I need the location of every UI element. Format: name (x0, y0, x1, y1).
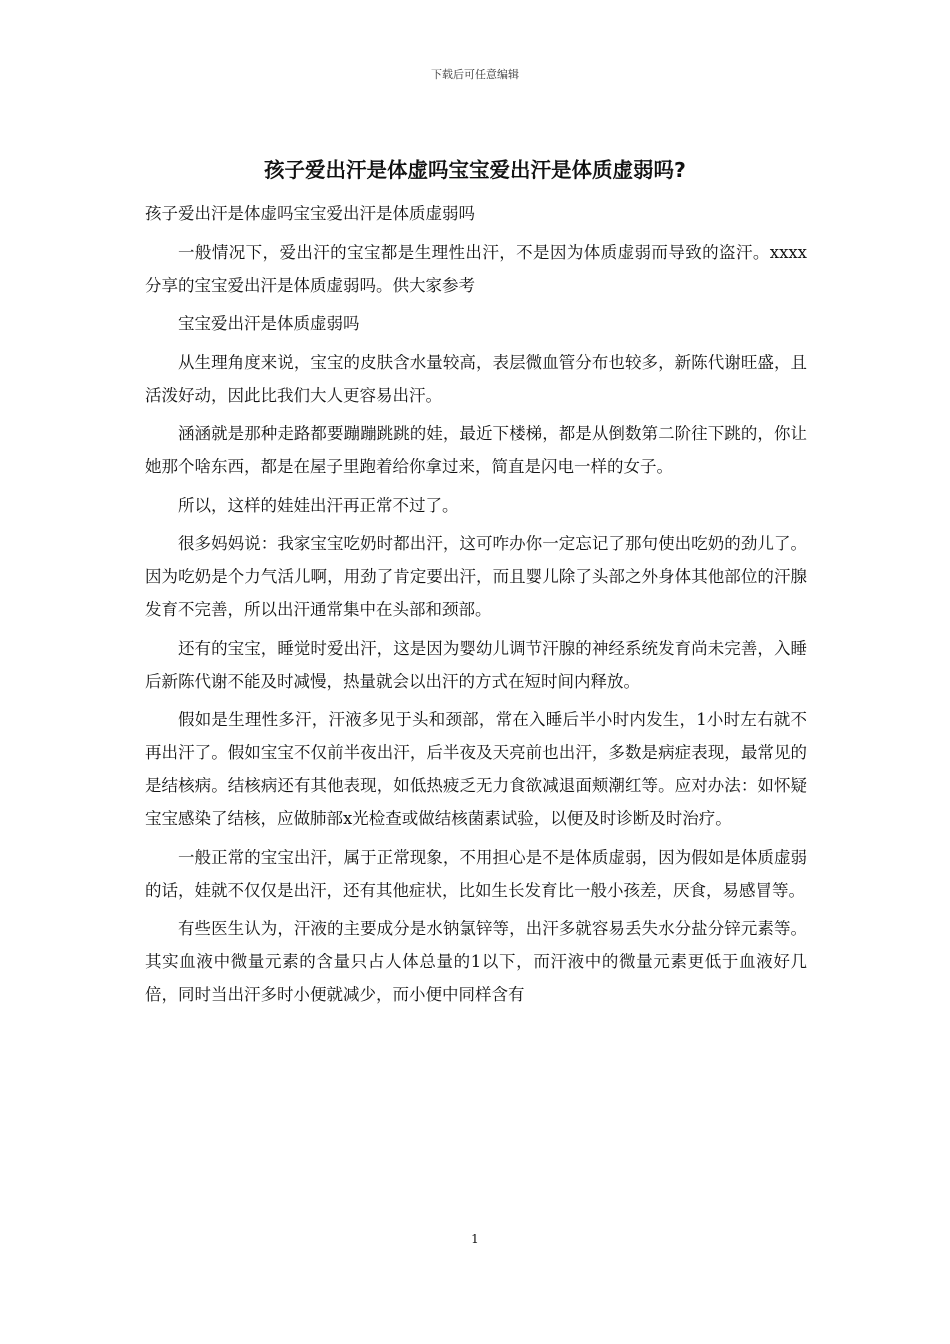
paragraph: 还有的宝宝，睡觉时爱出汗，这是因为婴幼儿调节汗腺的神经系统发育尚未完善，入睡后新陈代谢不能及时减慢，热量就会以出汗的方式在短时间内释放。 (145, 638, 807, 691)
paragraph: 从生理角度来说，宝宝的皮肤含水量较高，表层微血管分布也较多，新陈代谢旺盛，且活泼好动，因此比我们大人更容易出汗。 (145, 352, 807, 405)
paragraph: 假如是生理性多汗，汗液多见于头和颈部，常在入睡后半小时内发生，1小时左右就不再出汗了。假如宝宝不仅前半夜出汗，后半夜及天亮前也出汗，多数是病症表现，最常见的是结核病。结核病还有其他表现，如低热疲乏无力食欲减退面颊潮红等。应对办法：如怀疑宝宝感染了结核，应做肺部x光检查或做结核菌素试验，以便及时诊断及时治疗。 (145, 710, 807, 828)
document-body (145, 197, 807, 1017)
paragraph: 宝宝爱出汗是体质虚弱吗 (178, 314, 360, 333)
paragraph: 有些医生认为，汗液的主要成分是水钠氯锌等，出汗多就容易丢失水分盐分锌元素等。其实血液中微量元素的含量只占人体总量的1以下，而汗液中的微量元素更低于血液好几倍，同时当出汗多时小便就减少，而小便中同样含有 (145, 919, 807, 1004)
page-number: 1 (471, 1232, 479, 1246)
paragraph: 一般情况下，爱出汗的宝宝都是生理性出汗，不是因为体质虚弱而导致的盗汗。xxxx分享的宝宝爱出汗是体质虚弱吗。供大家参考 (145, 242, 807, 295)
paragraph: 一般正常的宝宝出汗，属于正常现象，不用担心是不是体质虚弱，因为假如是体质虚弱的话，娃就不仅仅是出汗，还有其他症状，比如生长发育比一般小孩差，厌食，易感冒等。 (145, 847, 807, 900)
paragraph: 所以，这样的娃娃出汗再正常不过了。 (178, 495, 459, 515)
page-header: 下载后可任意编辑 (431, 68, 519, 81)
paragraph: 很多妈妈说：我家宝宝吃奶时都出汗，这可咋办你一定忘记了那句使出吃奶的劲儿了。因为吃奶是个力气活儿啊，用劲了肯定要出汗，而且婴儿除了头部之外身体其他部位的汗腺发育不完善，所以出汗通常集中在头部和颈部。 (145, 534, 807, 619)
document-subtitle: 孩子爱出汗是体虚吗宝宝爱出汗是体质虚弱吗 (145, 204, 475, 223)
document-title: 孩子爱出汗是体虚吗宝宝爱出汗是体质虚弱吗? (264, 158, 686, 182)
paragraph: 涵涵就是那种走路都要蹦蹦跳跳的娃，最近下楼梯，都是从倒数第二阶往下跳的，你让她那个啥东西，都是在屋子里跑着给你拿过来，简直是闪电一样的女子。 (145, 424, 807, 476)
